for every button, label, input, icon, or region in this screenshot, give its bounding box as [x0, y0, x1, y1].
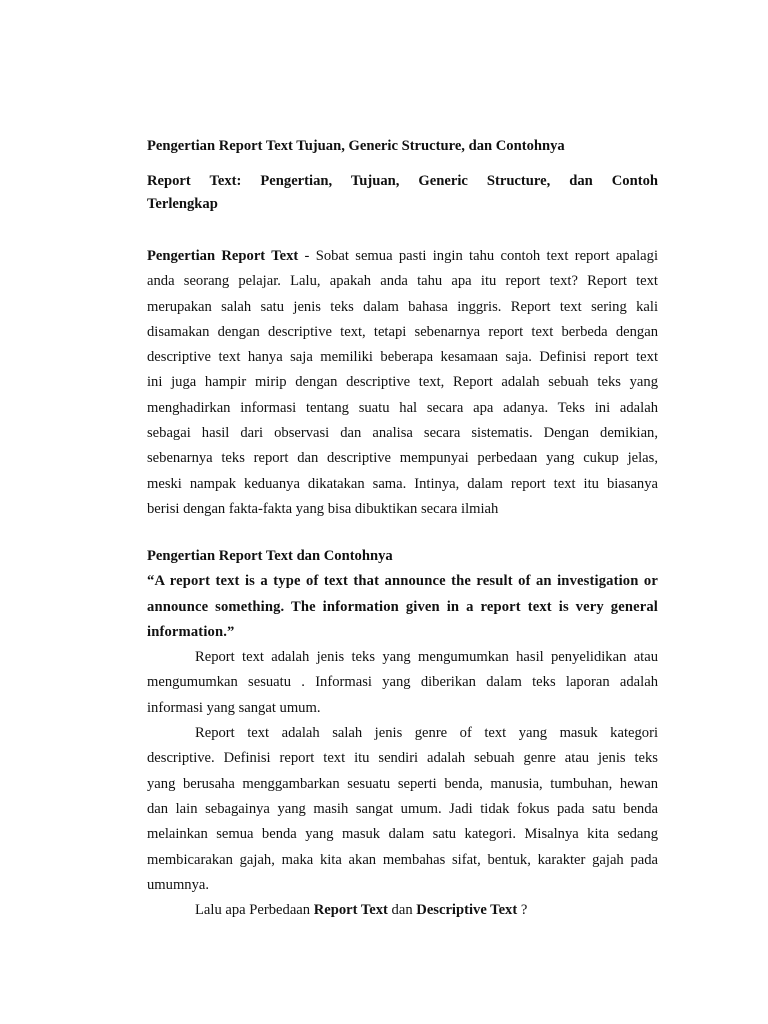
quote-line: “A report text is a type of text that announce the result of an investigation or	[147, 573, 658, 590]
text-line: mengumumkan sesuatu . Informasi yang diberikan dalam teks laporan adalah	[147, 674, 658, 691]
text-line: sebagai hasil dari observasi dan analisa secara sistematis. Dengan demikian,	[147, 425, 658, 442]
bold-term: Descriptive Text	[416, 902, 518, 919]
subtitle-line: Terlengkap	[147, 196, 218, 212]
text-line: Report text adalah salah jenis genre of text yang masuk kategori	[195, 725, 658, 742]
quote-line: information.”	[147, 623, 235, 640]
text-line: merupakan salah satu jenis teks dalam bahasa inggris. Report text sering kali	[147, 298, 658, 315]
document-title	[147, 134, 658, 159]
intro-paragraph	[147, 244, 658, 522]
text-line: dan lain sebagainya yang masih sangat umum. Jadi tidak fokus pada satu benda	[147, 800, 658, 817]
quote-line: announce something. The information given in a report text is very general	[147, 598, 658, 615]
text-line: umumnya.	[147, 876, 210, 893]
intro-line-text: - Sobat semua pasti ingin tahu contoh text report apalagi	[298, 248, 658, 264]
text-line: informasi yang sangat umum.	[147, 699, 321, 716]
subtitle-line: Report Text: Pengertian, Tujuan, Generic Structure, dan Contoh	[147, 173, 658, 189]
text-line: yang berusaha menggambarkan sesuatu seperti benda, manusia, tumbuhan, hewan	[147, 775, 658, 792]
section-report-text-example	[147, 544, 658, 923]
text-fragment: ?	[517, 902, 528, 919]
text-line: menghadirkan informasi tentang suatu hal secara apa adanya. Teks ini adalah	[147, 399, 658, 416]
text-line: berisi dengan fakta-fakta yang bisa dibuktikan secara ilmiah	[147, 500, 499, 517]
text-line	[147, 244, 658, 269]
text-line: melainkan semua benda yang masuk dalam satu kategori. Misalnya kita sedang	[147, 826, 658, 843]
text-line: ini juga hampir mirip dengan descriptive text, Report adalah sebuah teks yang	[147, 374, 658, 391]
text-line: descriptive. Definisi report text itu sendiri adalah sebuah genre atau jenis teks	[147, 750, 658, 767]
text-line: Report text adalah jenis teks yang mengumumkan hasil penyelidikan atau	[195, 649, 658, 666]
bold-term: Report Text	[313, 902, 388, 919]
text-fragment: dan	[387, 902, 417, 919]
text-line: disamakan dengan descriptive text, tetapi sebenarnya report text berbeda dengan	[147, 323, 658, 340]
section-heading: Pengertian Report Text dan Contohnya	[147, 548, 393, 564]
intro-lead-bold: Pengertian Report Text	[147, 248, 299, 264]
text-line: sebenarnya teks report dan descriptive mempunyai perbedaan yang cukup jelas,	[147, 450, 658, 467]
text-line: descriptive text hanya saja memiliki beberapa kesamaan saja. Definisi report text	[147, 349, 658, 366]
difference-question-line	[147, 898, 658, 923]
text-line: membicarakan gajah, maka kita akan membahas sifat, bentuk, karakter gajah pada	[147, 851, 658, 868]
title-text: Pengertian Report Text Tujuan, Generic Structure, dan Contohnya	[147, 138, 565, 154]
text-line: meski nampak keduanya dikatakan sama. Intinya, dalam report text itu biasanya	[147, 475, 658, 492]
text-fragment: Lalu apa Perbedaan	[195, 902, 314, 919]
text-line: anda seorang pelajar. Lalu, apakah anda tahu apa itu report text? Report text	[147, 273, 658, 290]
subtitle	[147, 170, 658, 216]
